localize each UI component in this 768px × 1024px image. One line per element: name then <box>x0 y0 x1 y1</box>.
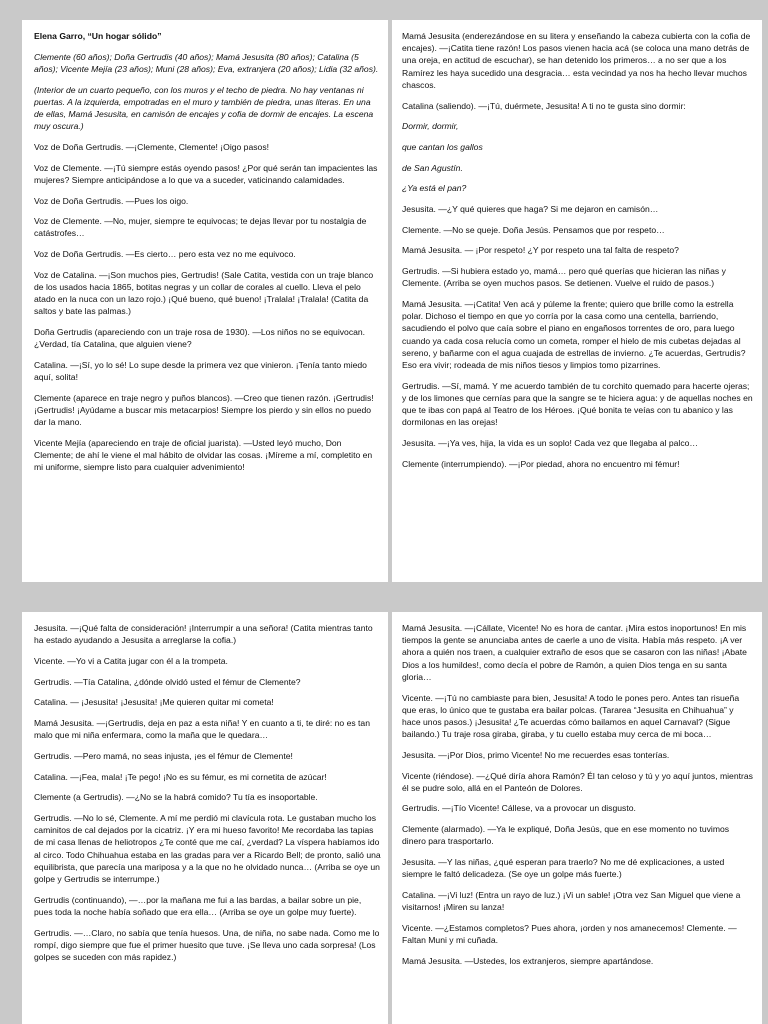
dialogue-line: Voz de Doña Gertrudis. —¡Clemente, Clemente! ¡Oigo pasos! <box>34 141 270 152</box>
page-4 <box>392 612 762 1024</box>
dialogue-line: Catalina. — ¡Jesusita! ¡Jesusita! ¡Me quieren quitar mi cometa! <box>34 697 274 708</box>
dialogue-line: Clemente (aparece en traje negro y puños blancos). —Creo que tienen razón. ¡Gertrudis! ¡Gertrudis! ¡Ayúdame a buscar mis metacarpios! Siempre los pierdo y sin ellos no puedo dar la mano. <box>34 392 374 428</box>
dialogue-line: Mamá Jesusita. —¡Catita! Ven acá y púleme la frente; quiero que brille como la estrella polar. Dichoso el tiempo en que yo corría por la casa como una centella, barriendo, sacudiendo el polvo que caía sobre el piano en engañosos torrentes de oro, para luego cuando ya cada cosa relucía como un cometa, romper el hielo de mis cubetas dejadas al sereno, y bañarme con el agua cuajada de estrellas de invierno. ¿Te acuerdas, Gertrudis? Eso era vivir; rodeada de mis niños tiesos y limpios tomo pizarrines. <box>402 299 746 371</box>
page-2 <box>392 20 762 582</box>
dialogue-line: Gertrudis. —Tía Catalina, ¿dónde olvidó usted el fémur de Clemente? <box>34 676 301 687</box>
page-1 <box>22 20 388 582</box>
dialogue-line: Voz de Doña Gertrudis. —Pues los oigo. <box>34 195 189 206</box>
dialogue-line: Gertrudis. —Sí, mamá. Y me acuerdo también de tu corchito quemado para hacerte ojeras; y de los limones que cernías para que la sangre se te hiciera agua: y de aquellas noches en que te ibas con papá al Teatro de los Héroes. ¡Qué bonita te veías con tu abanico y las dormilonas en las orejas! <box>402 380 753 428</box>
dialogue-line: Voz de Doña Gertrudis. —Es cierto… pero esta vez no me equivoco. <box>34 249 296 260</box>
stage-direction: (Interior de un cuarto pequeño, con los muros y el techo de piedra. No hay ventanas ni puertas. A la izquierda, empotradas en el muro y también de piedra, unas literas. En una de ellas, Mamá Jesusita, en camisón de encajes y cofia de dormir de encajes. La escena muy oscura.) <box>34 84 374 132</box>
dialogue-line: Voz de Catalina. —¡Son muchos pies, Gertrudis! (Sale Catita, vestida con un traje blanco de los usados hacia 1865, botitas negras y un collar de corales al cuello. Lleva el pelo atado en la nuca con un lazo rojo.) ¡Qué bueno, qué bueno! ¡Tralala! ¡Tralala! (Catita da saltos y bate las palmas.) <box>34 269 374 317</box>
dialogue-line: Vicente Mejía (apareciendo en traje de oficial juarista). —Usted leyó mucho, Don Clemente; de ahí le viene el mal hábito de olvidar las cosas. ¡Míreme a mí, completito en mi uniforme, siempre listo para cualquier advenimiento! <box>34 438 373 473</box>
dialogue-line: Mamá Jesusita. —¡Gertrudis, deja en paz a esta niña! Y en cuanto a ti, te diré: no es tan malo que mi niña enfermara, como la maña que le quedara… <box>34 718 370 741</box>
dialogue-line: Mamá Jesusita. — ¡Por respeto! ¿Y por respeto una tal falta de respeto? <box>402 245 679 256</box>
dialogue-line: Mamá Jesusita (enderezándose en su litera y enseñando la cabeza cubierta con la cofia de encajes). —¡Catita tiene razón! Los pasos vienen hacia acá (se coloca una mano detrás de una oreja, en actitud de escuchar), se han detenido los primeros… a no ser que a los Ramírez les haya sucedido una desgracia… esta vecindad ya nos ha hecho llevar muchos chascos. <box>402 31 751 90</box>
song-verse: ¿Ya está el pan? <box>402 183 467 194</box>
dialogue-line: Gertrudis (continuando), —…por la mañana me fui a las bardas, a bailar sobre un pie, pues toda la noche había soñado que era ella… (Arriba se oye un golpe muy fuerte). <box>34 894 362 917</box>
dialogue-line: Clemente (a Gertrudis). —¿No se la habrá comido? Tu tía es insoportable. <box>34 792 318 803</box>
dialogue-line: Clemente (alarmado). —Ya le expliqué, Doña Jesús, que en ese momento no tuvimos dinero para trasportarlo. <box>402 824 730 847</box>
dialogue-line: Mamá Jesusita. —Ustedes, los extranjeros, siempre apartándose. <box>402 955 654 966</box>
dialogue-line: Jesusita. —Y las niñas, ¿qué esperan para traerlo? No me dé explicaciones, a usted siempre le faltó delicadeza. (Se oye un golpe más fuerte.) <box>402 857 725 880</box>
dialogue-line: Catalina (saliendo). —¡Tú, duérmete, Jesusita! A ti no te gusta sino dormir: <box>402 100 686 111</box>
dialogue-line: Voz de Clemente. —¡Tú siempre estás oyendo pasos! ¿Por qué serán tan impacientes las mujeres? Siempre anticipándose a lo que va a suceder, vaticinando calamidades. <box>34 162 378 185</box>
dialogue-line: Vicente. —¿Estamos completos? Pues ahora, ¡orden y nos amanecemos! Clemente. —Faltan Muni y mi cuñada. <box>402 922 737 946</box>
dialogue-line: Jesusita. —¡Por Dios, primo Vicente! No me recuerdes esas tonterías. <box>402 749 670 760</box>
page-3 <box>22 612 388 1024</box>
dialogue-line: Gertrudis. —No lo sé, Clemente. A mí me perdió mi clavícula rota. Le gustaban mucho los caminitos de cal dejados por la cicatriz. ¡Y era mi hueso favorito! Me recordaba las tapias de mi casa llenas de heliotropos ¿Te conté que me caí, ¿verdad? La víspera habíamos ido al circo. Todo Chihuahua estaba en las gradas para ver a Ricardo Bell; de pronto, salió una equilibrista, que parecía una mariposa y a la que no he olvidado nunca… (Arriba se oye un golpe y Gertrudis se interrumpe.) <box>34 813 381 885</box>
song-verse: que cantan los gallos <box>402 141 483 152</box>
play-title: Elena Garro, “Un hogar sólido” <box>34 31 162 41</box>
song-verse: Dormir, dormir, <box>402 121 459 132</box>
dialogue-line: Doña Gertrudis (apareciendo con un traje rosa de 1930). —Los niños no se equivocan. ¿Verdad, tía Catalina, que alguien viene? <box>34 327 366 350</box>
song-verse: de San Agustín. <box>402 162 463 173</box>
dialogue-line: Vicente. —¡Tú no cambiaste para bien, Jesusita! A todo le pones pero. Antes tan risueña que eras, lo único que te gustaba era bailar polcas. (Tararea “Jesusita en Chihuahua” y hace unos pasos.) ¡Jesusita! ¿Te acuerdas cómo bailamos en aquel Carnaval? (Sigue bailando.) Tu traje rosa giraba, giraba, y tu cuello estaba muy cerca de mi boca… <box>402 692 740 740</box>
dialogue-line: Catalina. —¡Sí, yo lo sé! Lo supe desde la primera vez que vinieron. ¡Tenía tanto miedo aquí, solita! <box>34 360 367 383</box>
dialogue-line: Jesusita. —¡Qué falta de consideración! ¡Interrumpir a una señora! (Catita mientras tanto ha estado ayudando a Jesusita a arreglarse la cofia.) <box>34 623 373 646</box>
dialogue-line: Gertrudis. —Si hubiera estado yo, mamá… pero qué querías que hicieran las niñas y Clemente. (Arriba se oyen muchos pasos. Se detienen. Vuelve el ruido de pasos.) <box>402 266 726 289</box>
cast-list: Clemente (60 años); Doña Gertrudis (40 años); Mamá Jesusita (80 años); Catalina (5 años); Vicente Mejía (23 años); Muni (28 años); Eva, extranjera (20 años); Lidia (32 años). <box>34 51 379 74</box>
dialogue-line: Mamá Jesusita. —¡Cállate, Vicente! No es hora de cantar. ¡Mira estos inoportunos! En mis tiempos la gente se anunciaba antes de caerle a uno de visita. Había más respeto. ¡A ver ahora a quién nos traen, a cualquier extraño de esos que se casaron con las niñas! ¡Abate Dios a los humildes!, como decía el pobre de Ramón, a quien Dios tenga en su santa gloria… <box>402 623 747 682</box>
dialogue-line: Catalina. —¡Fea, mala! ¡Te pego! ¡No es su fémur, es mi cornetita de azúcar! <box>34 771 327 782</box>
dialogue-line: Vicente. —Yo vi a Catita jugar con él a la trompeta. <box>34 655 228 666</box>
dialogue-line: Jesusita. —¿Y qué quieres que haga? Si me dejaron en camisón… <box>402 204 659 215</box>
dialogue-line: Gertrudis. —Pero mamá, no seas injusta, ¡es el fémur de Clemente! <box>34 750 293 761</box>
dialogue-line: Jesusita. —¡Ya ves, hija, la vida es un soplo! Cada vez que llegaba al palco… <box>402 438 699 449</box>
dialogue-line: Catalina. —¡Vi luz! (Entra un rayo de luz.) ¡Vi un sable! ¡Otra vez San Miguel que viene a visitarnos! ¡Miren su lanza! <box>402 889 741 913</box>
dialogue-line: Gertrudis. —…Claro, no sabía que tenía huesos. Una, de niña, no sabe nada. Como me lo rompí, digo siempre que fue el primer huesito que tuve. ¡Se lleva uno cada sorpresa! (Los golpes se suceden con más rapidez.) <box>34 927 380 963</box>
dialogue-line: Gertrudis. —¡Tío Vicente! Cállese, va a provocar un disgusto. <box>402 803 636 814</box>
dialogue-line: Clemente. —No se queje. Doña Jesús. Pensamos que por respeto… <box>402 224 665 235</box>
dialogue-line: Voz de Clemente. —No, mujer, siempre te equivocas; te dejas llevar por tu nostalgia de catástrofes… <box>34 216 367 239</box>
dialogue-line: Vicente (riéndose). —¿Qué diría ahora Ramón? Él tan celoso y tú y yo aquí juntos, mientras él se pudre solo, allá en el Panteón de Dolores. <box>402 770 753 793</box>
dialogue-line: Clemente (interrumpiendo). —¡Por piedad, ahora no encuentro mi fémur! <box>402 458 680 469</box>
